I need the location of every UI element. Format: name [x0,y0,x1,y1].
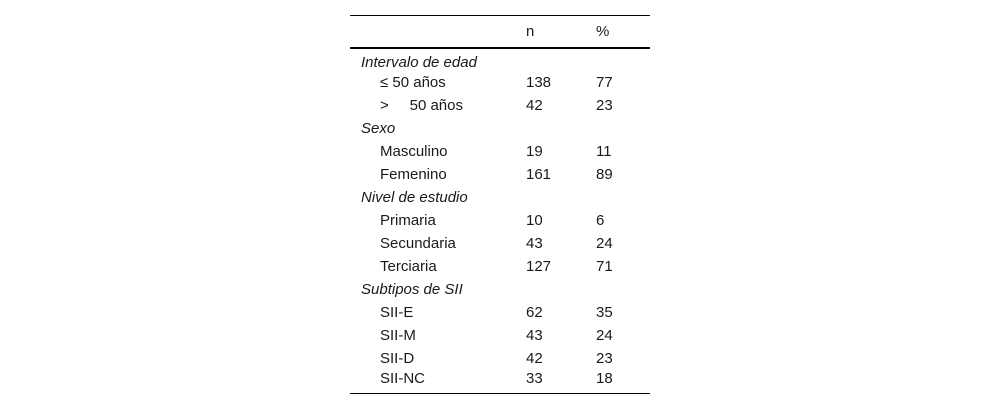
group-label: Sexo [361,120,396,137]
group-label: Nivel de estudio [361,189,468,206]
row-pct-value: 77 [596,74,613,91]
row-label: Masculino [380,143,448,160]
row-n-value: 42 [526,350,543,367]
row-pct-value: 89 [596,166,613,183]
row-n-value: 127 [526,258,552,275]
table-row [350,370,650,393]
row-n-value: 62 [526,304,543,321]
header-label-cell [350,16,526,49]
table-row [350,163,650,186]
row-label: > 50 años [380,97,463,114]
demographics-table [350,15,650,394]
row-label: SII-M [380,327,416,344]
row-n-value: 33 [526,370,543,388]
table-header [350,16,650,49]
row-n-value: 43 [526,235,543,252]
empty-cell [596,278,650,301]
table-row [350,209,650,232]
row-pct-value: 24 [596,327,613,344]
table-row [350,94,650,117]
table-row [350,347,650,370]
table-row [350,71,650,94]
row-label: ≤ 50 años [380,74,446,91]
row-n-value: 138 [526,74,552,91]
row-n-value: 42 [526,97,543,114]
row-pct-value: 71 [596,258,613,275]
row-pct-value: 6 [596,212,605,229]
empty-cell [596,48,650,71]
table-row [350,324,650,347]
row-pct-value: 11 [596,143,612,160]
row-pct-value: 23 [596,97,613,114]
row-label: SII-E [380,304,414,321]
group-label: Subtipos de SII [361,281,463,298]
row-n-value: 10 [526,212,543,229]
row-label: Terciaria [380,258,437,275]
header-row [350,16,650,49]
group-label: Intervalo de edad [361,54,477,71]
group-row [350,278,650,301]
group-row [350,48,650,71]
table-row [350,301,650,324]
row-label: Secundaria [380,235,456,252]
table-row [350,255,650,278]
group-row [350,117,650,140]
table-row [350,140,650,163]
row-pct-value: 23 [596,350,613,367]
empty-cell [596,117,650,140]
header-pct-cell: % [596,23,610,40]
row-pct-value: 35 [596,304,613,321]
empty-cell [526,278,596,301]
row-n-value: 161 [526,166,552,183]
header-n-cell: n [526,23,535,40]
row-label: SII-NC [380,370,425,388]
row-label: SII-D [380,350,415,367]
empty-cell [526,117,596,140]
group-row [350,186,650,209]
table-body [350,48,650,393]
demographics-table-container [350,15,650,394]
row-n-value: 43 [526,327,543,344]
row-label: Primaria [380,212,436,229]
row-n-value: 19 [526,143,543,160]
row-pct-value: 24 [596,235,613,252]
table-row [350,232,650,255]
row-label: Femenino [380,166,447,183]
empty-cell [526,48,596,71]
empty-cell [596,186,650,209]
row-pct-value: 18 [596,370,613,388]
empty-cell [526,186,596,209]
